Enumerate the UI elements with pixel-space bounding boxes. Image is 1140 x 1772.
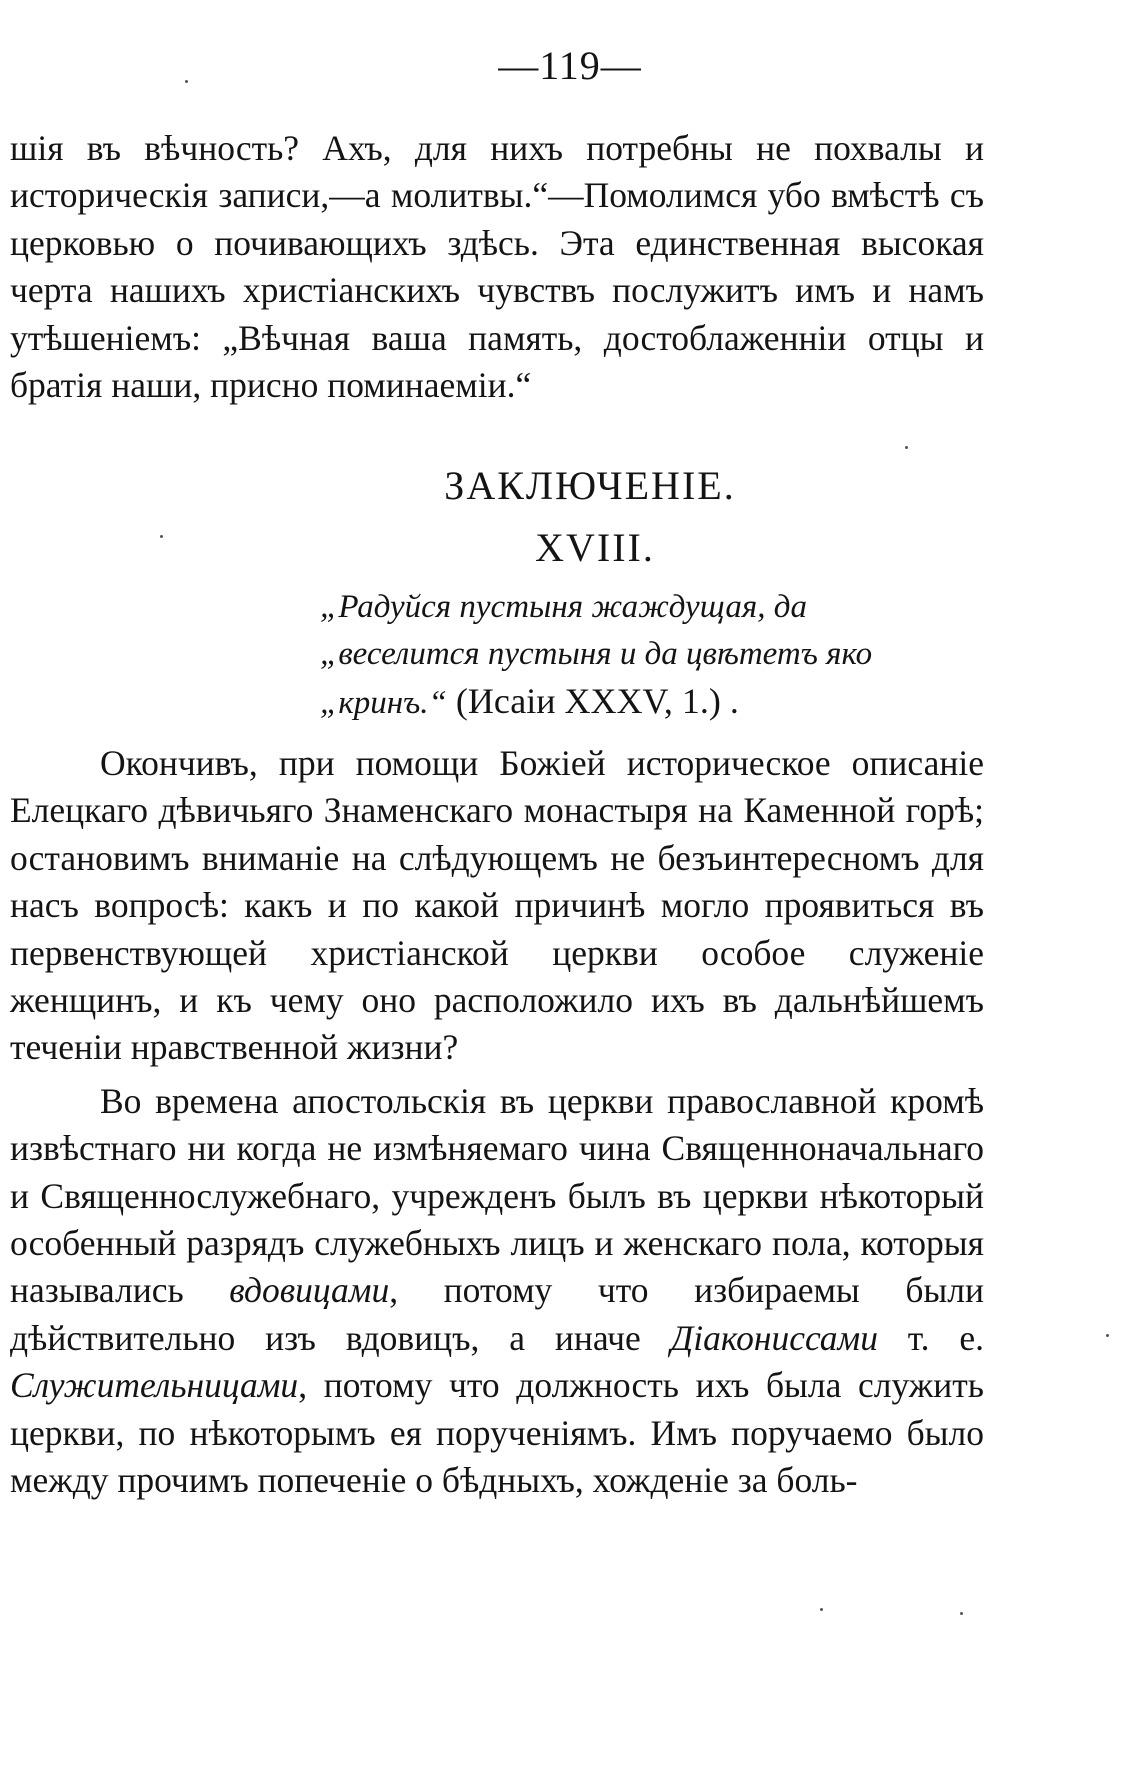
epigraph-citation: (Исаіи XXXV, 1.) . [446, 681, 739, 721]
paragraph-2-part-2: , потому что избираемы были дѣйствительно изъ вдовицъ, а иначе [10, 1270, 984, 1358]
paragraph-1: Окончивъ, при помощи Божіей историческое описаніе Елецкаго дѣвичьяго Знаменскаго монастыря на Каменной горѣ; остановимъ вниманіе на слѣдующемъ не безъинтересномъ для насъ вопросѣ: какъ и по какой причинѣ могло проявиться въ первенствующей христіанской церкви особое служеніе женщинъ, и къ чему оно расположило ихъ въ дальнѣйшемъ теченіи нравственной жизни? [10, 743, 984, 1068]
epigraph-line-3 [320, 678, 984, 727]
section-title: ЗАКЛЮЧЕНІЕ. [444, 463, 736, 508]
paragraph-2-part-1: Во времена апостольскія въ церкви православной кромѣ извѣстнаго ни когда не измѣняемаго чина Священноначальнаго и Священнослужебнаго, учрежденъ былъ въ церкви нѣкоторый особенный разрядъ служебныхъ лицъ и женскаго пола, которыя назывались [10, 1080, 984, 1311]
print-speck [160, 535, 163, 538]
top-paragraph-block [10, 125, 984, 409]
term-sluzhitelnitsy: Служительницами [10, 1365, 299, 1406]
print-speck [905, 446, 908, 449]
epigraph-line-1: „Радуйся пустыня жаждущая, да [320, 589, 807, 625]
main-text-block [10, 740, 984, 1511]
print-speck [185, 80, 188, 83]
epigraph [320, 584, 984, 727]
epigraph-line-3-quote: „кринъ.“ [320, 685, 447, 721]
page-number: —119— [498, 43, 642, 88]
paragraph-2-part-4: , потому что должность ихъ была служить церкви, по нѣкоторымъ ея порученіямъ. Имъ поручаемо было между прочимъ попеченіе о бѣдныхъ, хожденіе за боль- [10, 1365, 984, 1501]
epigraph-line-2: „веселится пустыня и да цвѣтетъ яко [320, 636, 873, 672]
print-speck [960, 1612, 963, 1615]
print-speck [1106, 1334, 1109, 1337]
term-vdovitsy: вдовицами [229, 1270, 390, 1311]
section-number: XVIII. [535, 525, 655, 570]
paragraph-2-part-3: т. е. [877, 1317, 984, 1358]
paragraph-2 [10, 1078, 984, 1505]
term-diakonissy: Діакониссами [670, 1317, 878, 1358]
print-speck [820, 1608, 823, 1611]
top-paragraph: шія въ вѣчность? Ахъ, для нихъ потребны не похвалы и историческія записи,—а молитвы.“—Помолимся убо вмѣстѣ съ церковью о почивающихъ здѣсь. Эта единственная высокая черта нашихъ христіанскихъ чувствъ послужитъ имъ и намъ утѣшеніемъ: „Вѣчная ваша память, достоблаженніи отцы и братія наши, присно поминаеміи.“ [10, 128, 984, 406]
